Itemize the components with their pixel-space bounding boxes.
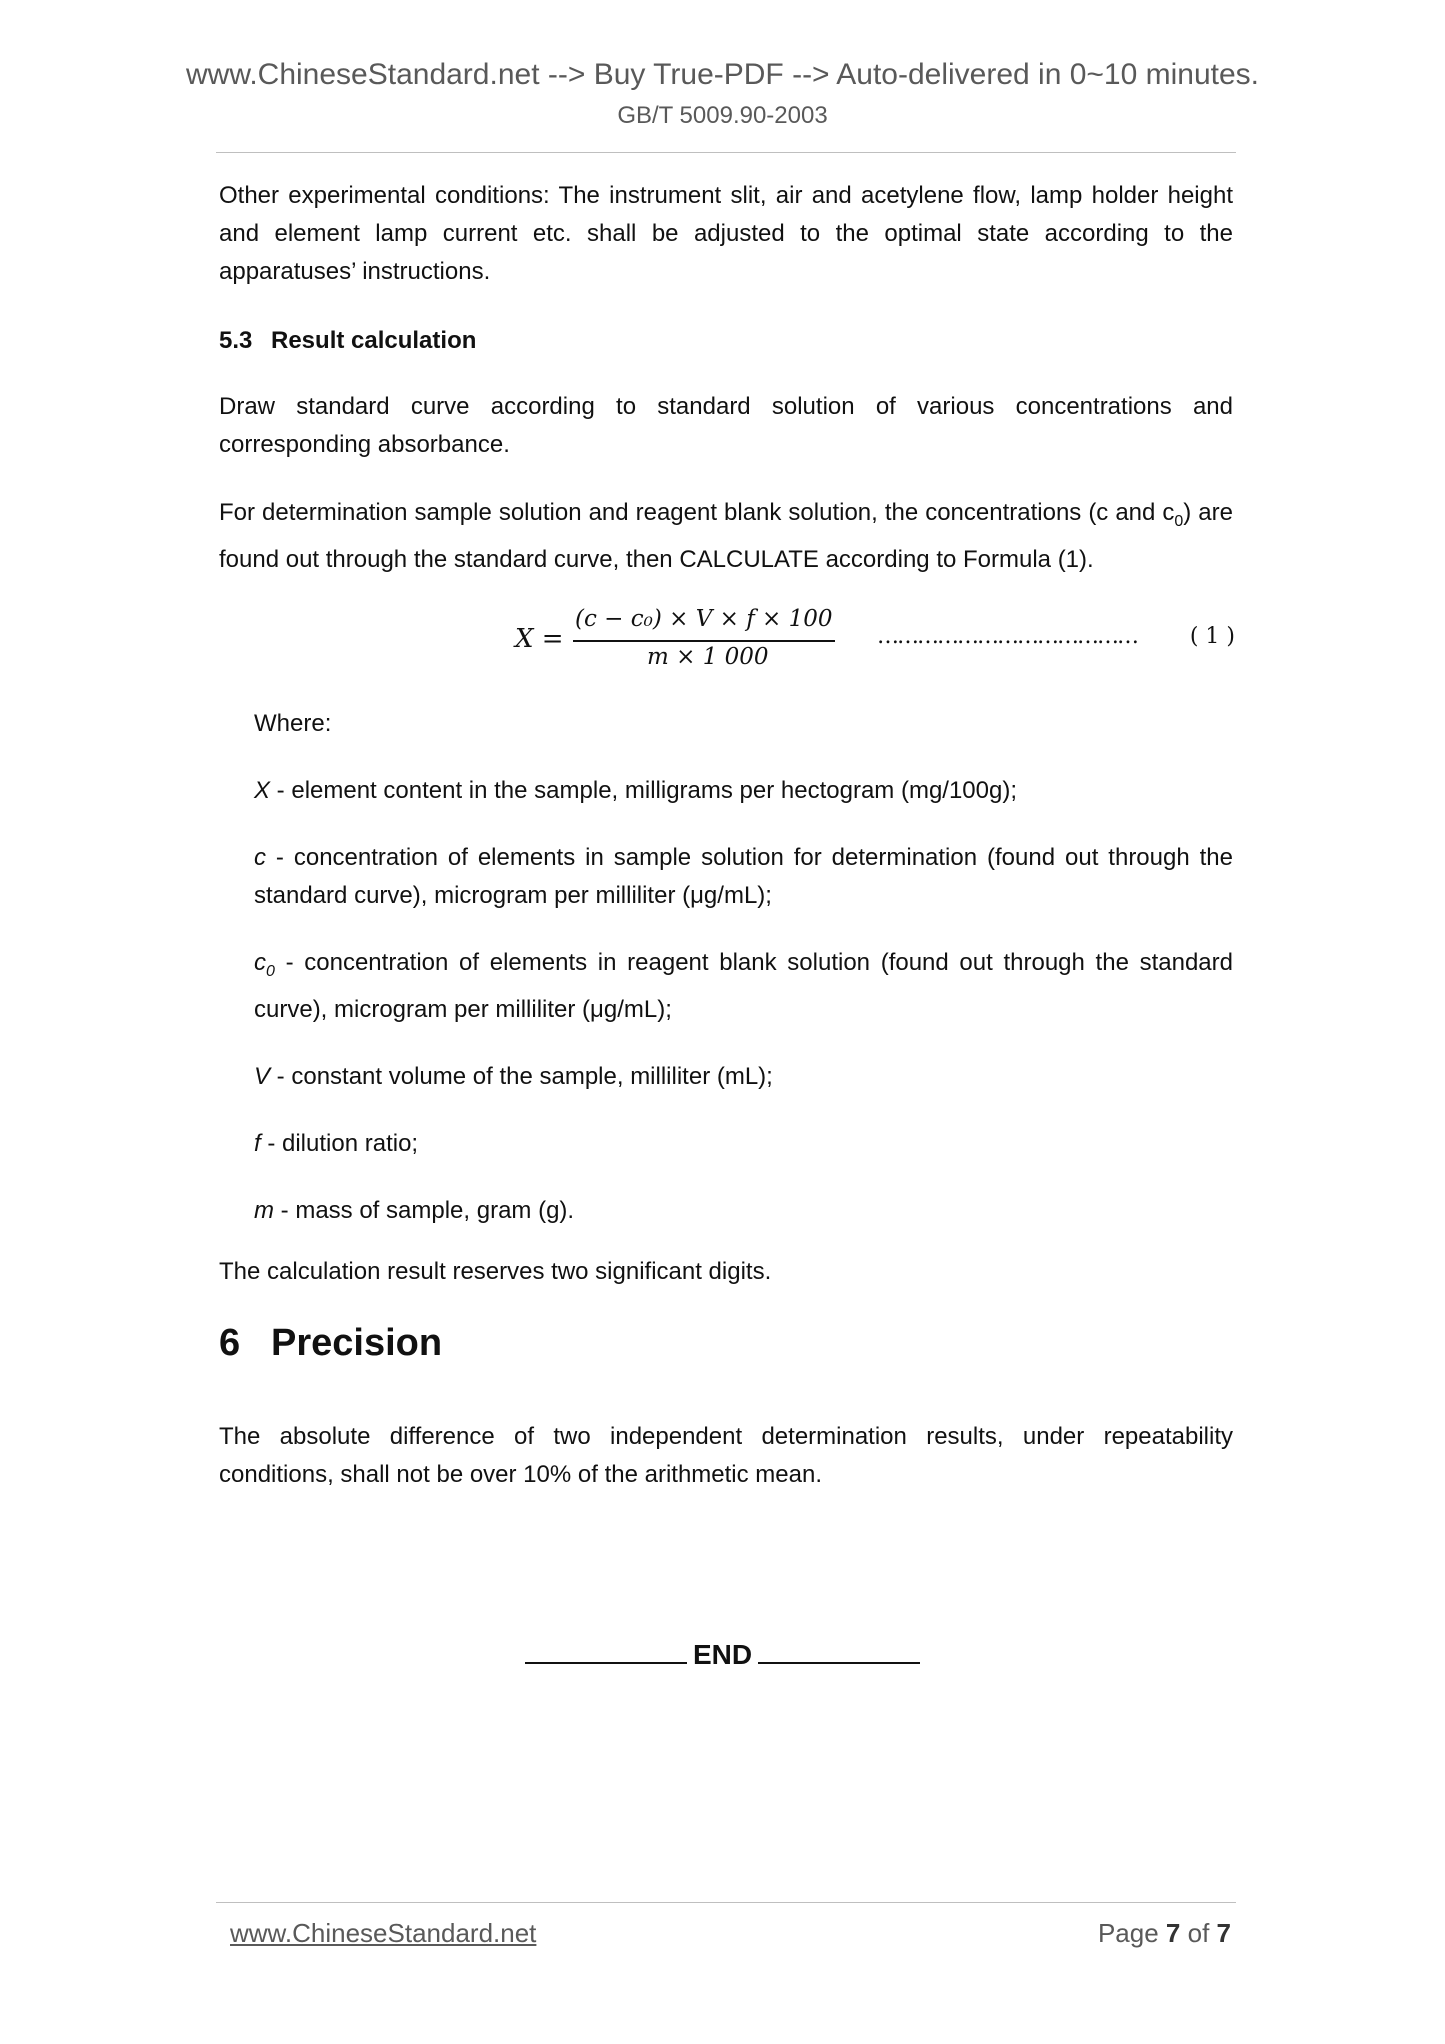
section-title: Precision [271, 1322, 443, 1364]
paragraph-conditions: Other experimental conditions: The instrument slit, air and acetylene flow, lamp holder height and element lamp current etc. shall be adjusted to the optimal state according to the apparatuses’ instructions. [219, 182, 1233, 285]
definition-text: - dilution ratio; [260, 1129, 419, 1157]
end-bar-right [758, 1638, 920, 1664]
definition-text: - mass of sample, gram (g). [274, 1196, 575, 1224]
section-number: 5.3 [219, 327, 253, 354]
end-bar-left [525, 1638, 687, 1664]
section-heading-5-3 [219, 322, 1233, 360]
paragraph-standard-curve: Draw standard curve according to standard solution of various concentrations and corresponding absorbance. [219, 393, 1233, 458]
section-number: 6 [219, 1322, 241, 1364]
formula-denominator: m × 1 000 [647, 644, 769, 670]
where-label: Where: [254, 710, 332, 737]
paragraph-precision: The absolute difference of two independent determination results, under repeatability conditions, shall not be over 10% of the arithmetic mean. [219, 1423, 1233, 1488]
page-prefix: Page [1097, 1918, 1166, 1948]
page-indicator [1098, 1918, 1231, 1949]
section-title: Result calculation [271, 327, 477, 354]
footer-divider [216, 1902, 1236, 1903]
determination-text-post: ) are found out through the standard curve, then CALCULATE according to Formula (1). [219, 499, 1233, 573]
definition-text: - constant volume of the sample, milliliter (mL); [270, 1062, 773, 1090]
page-separator: of [1180, 1918, 1217, 1948]
definition-text: - concentration of elements in reagent blank solution (found out through the standard curve), microgram per milliliter (μg/mL); [254, 949, 1233, 1023]
symbol: X [254, 777, 271, 804]
symbol: c [254, 949, 266, 976]
paragraph-determination [219, 494, 1233, 579]
definition-c [219, 839, 1233, 915]
definition-m [219, 1192, 1233, 1230]
end-marker [0, 1638, 1445, 1671]
definition-list [219, 772, 1233, 1230]
definition-text: - concentration of elements in sample solution for determination (found out through the standard curve), microgram per milliliter (μg/mL); [254, 844, 1233, 909]
definition-x [219, 772, 1233, 810]
end-label: END [692, 1639, 753, 1670]
symbol: V [254, 1062, 271, 1090]
formula-numerator: (c − c₀) × V × f × 100 [575, 606, 833, 632]
formula-lhs: X = [515, 624, 564, 654]
formula-label: ( 1 ) [1189, 624, 1235, 649]
definition-c0 [219, 944, 1233, 1029]
header-divider [216, 152, 1236, 153]
determination-text-pre: For determination sample solution and reagent blank solution, the concentrations (c and c [219, 499, 1175, 526]
header-banner[interactable]: www.ChineseStandard.net --> Buy True-PDF --> Auto-delivered in 0~10 minutes. [185, 58, 1260, 91]
symbol: m [254, 1196, 274, 1224]
page-total: 7 [1216, 1918, 1231, 1948]
footer-link[interactable]: www.ChineseStandard.net [230, 1918, 537, 1948]
formula-1 [515, 604, 1235, 674]
paragraph-significant-digits: The calculation result reserves two significant digits. [219, 1258, 772, 1285]
section-heading-6 [219, 1318, 1233, 1368]
symbol: f [254, 1129, 261, 1157]
page-current: 7 [1165, 1918, 1181, 1948]
definition-f [219, 1125, 1233, 1163]
symbol-subscript: 0 [266, 962, 275, 980]
determination-subscript: 0 [1174, 512, 1184, 530]
standard-number: GB/T 5009.90-2003 [617, 102, 828, 129]
symbol: c [254, 844, 266, 871]
fraction-bar [573, 640, 835, 642]
formula-dots: ………………………………… [877, 624, 1137, 649]
definition-v [219, 1058, 1233, 1096]
definition-text: - element content in the sample, milligrams per hectogram (mg/100g); [270, 777, 1018, 804]
